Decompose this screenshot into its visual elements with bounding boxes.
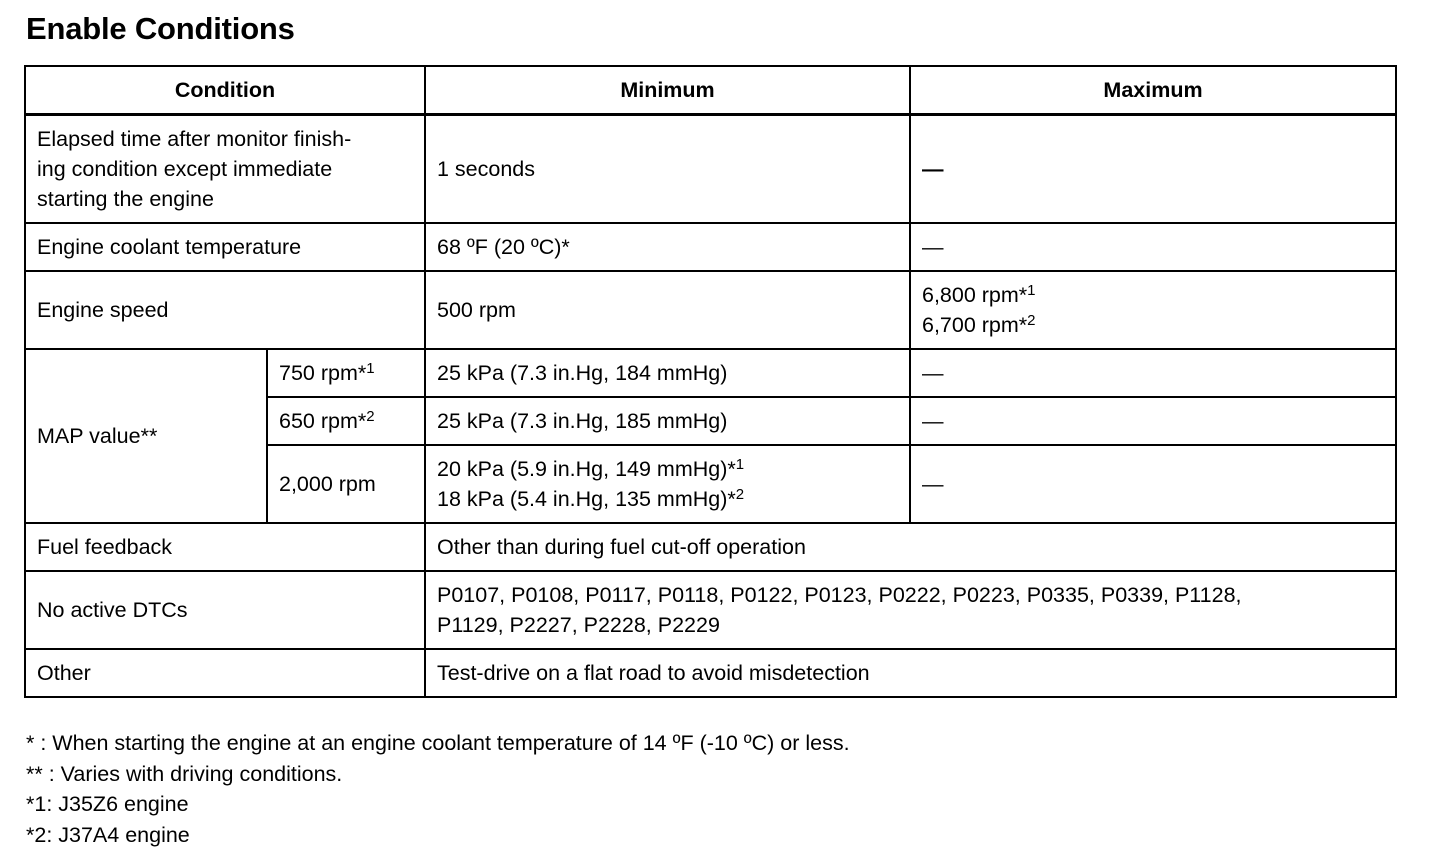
other-value: Test-drive on a flat road to avoid misdetection [425,649,1396,697]
engine-speed-maximum [910,271,1396,349]
engine-speed-condition: Engine speed [25,271,425,349]
footnotes [26,728,850,850]
table-row [25,571,1396,649]
engine-speed-max-line: 6,700 rpm*$^2$ [922,312,1036,337]
dtc-condition: No active DTCs [25,571,425,649]
map-rpm-2000: 2,000 rpm [267,445,425,523]
map-650-minimum: 25 kPa (7.3 in.Hg, 185 mmHg) [425,397,910,445]
footnote-double-asterisk: ** : Varies with driving conditions. [26,761,343,786]
engine-speed-minimum: 500 rpm [425,271,910,349]
table-row [25,223,1396,271]
table-row [25,349,1396,397]
footnote-1: *1: J35Z6 engine [26,792,189,816]
map-750-minimum: 25 kPa (7.3 in.Hg, 184 mmHg) [425,349,910,397]
dtc-list [425,571,1396,649]
elapsed-time-minimum: 1 seconds [425,114,910,223]
table-row [25,271,1396,349]
header-maximum: Maximum [910,66,1396,114]
map-2000-min-line: 18 kPa (5.4 in.Hg, 135 mmHg)*$^2$ [437,486,745,511]
footnote-2: *2: J37A4 engine [26,822,190,847]
elapsed-line-1: Elapsed time after monitor finish- [37,126,352,151]
enable-conditions-table [24,65,1397,698]
fuel-feedback-value: Other than during fuel cut-off operation [425,523,1396,571]
map-value-condition: MAP value** [25,349,267,523]
header-minimum: Minimum [425,66,910,114]
map-2000-maximum: — [910,445,1396,523]
table-header-row [25,66,1396,114]
table-row [25,523,1396,571]
map-2000-min-line: 20 kPa (5.9 in.Hg, 149 mmHg)*$^1$ [437,456,745,481]
elapsed-line-2: ing condition except immediate [37,156,333,181]
other-condition: Other [25,649,425,697]
footnote-asterisk: * : When starting the engine at an engine coolant temperature of 14 ºF (-10 ºC) or less. [26,731,850,755]
dtc-line: P0107, P0108, P0117, P0118, P0122, P0123, P0222, P0223, P0335, P0339, P1128, [437,583,1242,607]
map-rpm-750: 750 rpm*$^1$ [267,349,425,397]
elapsed-line-3: starting the engine [37,186,214,211]
map-rpm-650: 650 rpm*$^2$ [267,397,425,445]
map-750-maximum: — [910,349,1396,397]
map-650-maximum: — [910,397,1396,445]
table-row [25,649,1396,697]
coolant-minimum: 68 ºF (20 ºC)* [425,223,910,271]
fuel-feedback-condition: Fuel feedback [25,523,425,571]
page-title: Enable Conditions [26,11,295,46]
map-2000-minimum [425,445,910,523]
coolant-condition: Engine coolant temperature [25,223,425,271]
elapsed-time-maximum: — [910,114,1396,223]
header-condition: Condition [25,66,425,114]
table-row [25,114,1396,223]
elapsed-time-condition [25,114,425,223]
dtc-line: P1129, P2227, P2228, P2229 [437,613,720,637]
engine-speed-max-line: 6,800 rpm*$^1$ [922,282,1036,307]
coolant-maximum: — [910,223,1396,271]
